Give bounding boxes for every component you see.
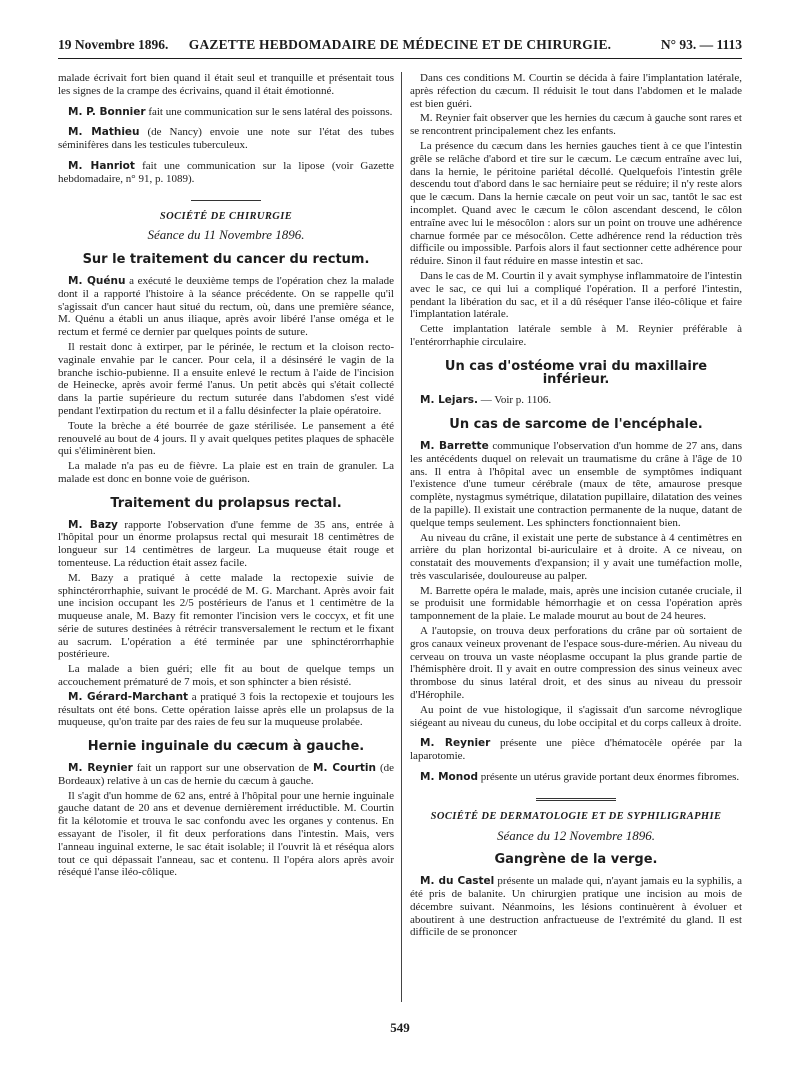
left-column — [58, 72, 394, 1002]
paragraph: Cette implantation latérale semble à M. Reynier préférable à l'entérorrhaphie circulaire. — [410, 323, 742, 348]
header-journal-title: GAZETTE HEBDOMADAIRE DE MÉDECINE ET DE CHIRURGIE. — [188, 37, 612, 52]
paragraph: malade écrivait fort bien quand il était seul et tranquille et présentait tous les signes de la crampe des écrivains, quand il était émotionné. — [58, 72, 394, 97]
article-title: Traitement du prolapsus rectal. — [110, 495, 342, 511]
speaker-name: M. Quénu — [68, 274, 126, 287]
paragraph: M. Barrette communique l'observation d'un homme de 27 ans, dans les antécédents duquel on relevait un traumatisme du crâne à l'âge de 10 ans. Il entra à l'hôpital avec un ensemble de symptômes indiquant l'existence d'une tumeur cérébrale (maux de tête, amaurose presque complète, nystagmus symétrique, dilatation pupillaire, dilatation des veines de la papille). Il existait une contraction permanente de la nuque, datant de quelque temps seulement. Les sphincters fonctionnaient bien. — [410, 439, 742, 529]
paragraph: La malade n'a pas eu de fièvre. La plaie est en train de granuler. La malade est donc en bonne voie de guérison. — [58, 460, 394, 485]
paragraph: M. Quénu a exécuté le deuxième temps de l'opération chez la malade dont il a rapporté l'histoire à la séance précédente. On se rappelle qu'il s'agissait d'un cancer haut situé du rectum, où, dans une première séance, M. Quénu a établi un anus iliaque, après avoir libéré l'anse oméga et le rectum et fermé ce dernier par quelques points de suture. — [58, 274, 394, 339]
page-number: 549 — [390, 1020, 410, 1035]
paragraph: Toute la brèche a été bourrée de gaze stérilisée. Le pansement a été renouvelé au bout de 4 jours. Il y avait quelques petites plaques de sphacèle qui s'éliminèrent bien. — [58, 419, 394, 458]
paragraph: M. Hanriot fait une communication sur la lipose (voir Gazette hebdomadaire, n° 91, p. 1089). — [58, 159, 394, 185]
speaker-name: M. du Castel — [420, 875, 495, 888]
session-date: Séance du 11 Novembre 1896. — [147, 227, 305, 243]
running-header — [58, 36, 742, 59]
society-heading: SOCIÉTÉ DE CHIRURGIE — [159, 210, 293, 222]
header-date: 19 Novembre 1896. — [58, 37, 169, 52]
speaker-name: M. Reynier — [420, 737, 491, 750]
right-column — [410, 72, 742, 1002]
paragraph: Il restait donc à extirper, par le périnée, le rectum et la cloison recto-vaginale envahie par le cancer. Pour cela, il a désinséré le vagin de la branche ischio-pubienne. Il a ensuite enlevé le rectum à l'aide de l'incision de Heinecke, après avoir fermé l'anus. Un petit abcès qui s'était collecté dans la partie supérieure du rectum suturée dans l'abdomen s'est vidé pendant l'extirpation du rectum et il a fallu désinfecter la plaie opératoire. — [58, 340, 394, 417]
paragraph: La malade a bien guéri; elle fit au bout de quelque temps un accouchement prématuré de 7 mois, et son sphincter a bien résisté. — [58, 663, 394, 689]
paragraph: A l'autopsie, on trouva deux perforations du crâne par où sortaient de gros canaux veineux provenant de l'espace sous-dure-mérien. Au niveau du cerveau on trouva un vaste néoplasme occupant la plus grande partie de l'hémisphère droit. Il y avait en outre compression des sinus veineux avec thrombose du sinus latéral droit, et des sinus au niveau du pressoir d'Hérophile. — [410, 625, 742, 702]
paragraph: Dans ces conditions M. Courtin se décida à faire l'implantation latérale, après réfection du cæcum. Il réduisit le tout dans l'abdomen et le malade est bien guéri. — [410, 72, 742, 110]
paragraph: M. Bazy a pratiqué à cette malade la rectopexie suivie de sphinctérorrhaphie, suivant le procédé de M. G. Marchant. Après avoir fait une incision occupant les 2/5 postérieurs de l'anus et 1 centimètre de la muqueuse anale, M. Bazy fit remonter l'incision vers le coccyx, et fit une série de sutures destinées à rétrécir transversalement le rectum et le fixant au sacrum. L'opération a été terminée par une sphinctérorrhaphie postérieure. — [58, 571, 394, 661]
article-title: Gangrène de la verge. — [494, 852, 658, 868]
paragraph: Dans le cas de M. Courtin il y avait symphyse inflammatoire de l'intestin avec le sac, ce qui lui a compliqué l'opération. Il a perforé l'intestin, pendant la libération du sac, et il a dû réséquer l'anse iléo-côlique et faire l'implantation latérale. — [410, 269, 742, 321]
paragraph: M. Reynier fait observer que les hernies du cæcum à gauche sont rares et se rencontrent principalement chez les enfants. — [410, 112, 742, 138]
session-date: Séance du 12 Novembre 1896. — [496, 827, 655, 843]
paragraph: M. Reynier présente une pièce d'hématocèle opérée par la laparotomie. — [410, 737, 742, 763]
paragraph: M. Barrette opéra le malade, mais, après une incision cutanée cruciale, il se produisit une formidable hémorrhagie et on cessa l'opération après tamponnement de la plaie. Le malade mourut au bout de 24 heures. — [410, 584, 742, 623]
paragraph: M. Mathieu (de Nancy) envoie une note sur l'état des tubes séminifères dans les testicules tuberculeux. — [58, 126, 394, 152]
speaker-name: M. Reynier — [68, 762, 133, 775]
header-issue-page: N° 93. — 1113 — [660, 37, 742, 52]
paragraph: Il s'agit d'un homme de 62 ans, entré à l'hôpital pour une hernie inguinale gauche datant de 20 ans et devenue dernièrement irréductible. M. Courtin fit la kélotomie et trouva le sac confondu avec les organes y contenus. En essayant de l'isoler, il fit deux perforations dans l'intestin. Mais, vers l'anneau inguinal externe, le sac était isolable; il l'ouvrit là et réséqua alors tout ce qui dépassait l'anneau, sac et contenu. Il l'opéra alors après avoir réséqué l'anse iléo-côlique. — [58, 789, 394, 879]
speaker-name: M. Gérard-Marchant — [68, 690, 189, 703]
speaker-name: M. Hanriot — [68, 159, 135, 172]
article-title: Sur le traitement du cancer du rectum. — [82, 252, 370, 268]
section-separator — [191, 200, 261, 201]
paragraph: M. Gérard-Marchant a pratiqué 3 fois la rectopexie et toujours les résultats ont été bons. Cette opération laisse après elle un prolapsus de la muqueuse, qu'on traite par des raies de feu sur la muqueuse prolabée. — [58, 690, 394, 729]
paragraph: M. Bazy rapporte l'observation d'une femme de 35 ans, entrée à l'hôpital pour un énorme prolapsus rectal qui mesurait 18 centimètres de longueur sur 14 centimètres de largeur. La muqueuse était rouge et tomenteuse. La réduction était assez facile. — [58, 518, 394, 569]
paragraph: M. P. Bonnier fait une communication sur le sens latéral des poissons. — [68, 105, 393, 118]
speaker-name: M. Courtin — [313, 762, 376, 775]
paragraph: Au niveau du crâne, il existait une perte de substance à 4 centimètres en arrière du plan horizontal bi-auriculaire et à droite. A ce niveau, on constatait des mouvements d'expansion; il y avait une tuméfaction molle, très vascularisée, douloureuse au palper. — [410, 531, 742, 582]
article-title: Un cas de sarcome de l'encéphale. — [449, 417, 703, 433]
section-separator — [536, 798, 616, 801]
paragraph: La présence du cæcum dans les hernies gauches tient à ce que l'intestin grêle se relâche d'abord et tire sur le cæcum. Le cæcum entraîne avec lui, dans la hernie, le péritoine pariétal décollé. Quelquefois l'intestin grêle descendu tout d'abord dans le sac herniaire peut se réduire; il n'y reste alors que le cæcum. Dans la hernie cæcale on peut voir un sac, tantôt le sac est incomplet. Quand avec le cæcum le côlon ascendant descend, le côlon entraîne avec lui le mésocôlon : alors sur un point on trouve une adhérence charnue formée par ce mésocôlon. Cette adhérence rend la réduction très difficile ou impossible. Parfois alors il faut sectionner cette adhérence pour réduire. Sinon il faut réduire en masse intestin et sac. — [410, 139, 742, 268]
paragraph: M. Lejars. — Voir p. 1106. — [420, 394, 552, 407]
article-title: Hernie inguinale du cæcum à gauche. — [87, 739, 365, 755]
speaker-name: M. Bazy — [68, 518, 118, 531]
speaker-name: M. P. Bonnier — [68, 105, 146, 118]
paragraph: Au point de vue histologique, il s'agissait d'un sarcome névroglique siégeant au niveau du cuneus, du lobe occipital et du corps calleux à droite. — [410, 703, 742, 729]
article-title: Un cas d'ostéome vrai du maxillaire inférieur. — [444, 358, 708, 387]
column-rule — [401, 72, 402, 1002]
speaker-name: M. Lejars. — [420, 394, 479, 407]
paragraph: M. Reynier fait un rapport sur une observation de M. Courtin (de Bordeaux) relative à un cas de hernie du cæcum à gauche. — [58, 762, 394, 787]
paragraph: M. du Castel présente un malade qui, n'ayant jamais eu la syphilis, a été pris de balanite. Un chirurgien pratique une incision au mois de décembre suivant. Néanmoins, les lésions continuèrent à évoluer et aboutirent à une destruction anfractueuse de l'extrémité du gland. Il est difficile de se prononcer — [410, 875, 742, 939]
speaker-name: M. Monod — [420, 771, 478, 784]
paragraph: M. Monod présente un utérus gravide portant deux énormes fibromes. — [420, 771, 740, 784]
speaker-name: M. Mathieu — [68, 126, 140, 139]
speaker-name: M. Barrette — [420, 439, 489, 452]
society-heading: SOCIÉTÉ DE DERMATOLOGIE ET DE SYPHILIGRAPHIE — [430, 810, 722, 822]
